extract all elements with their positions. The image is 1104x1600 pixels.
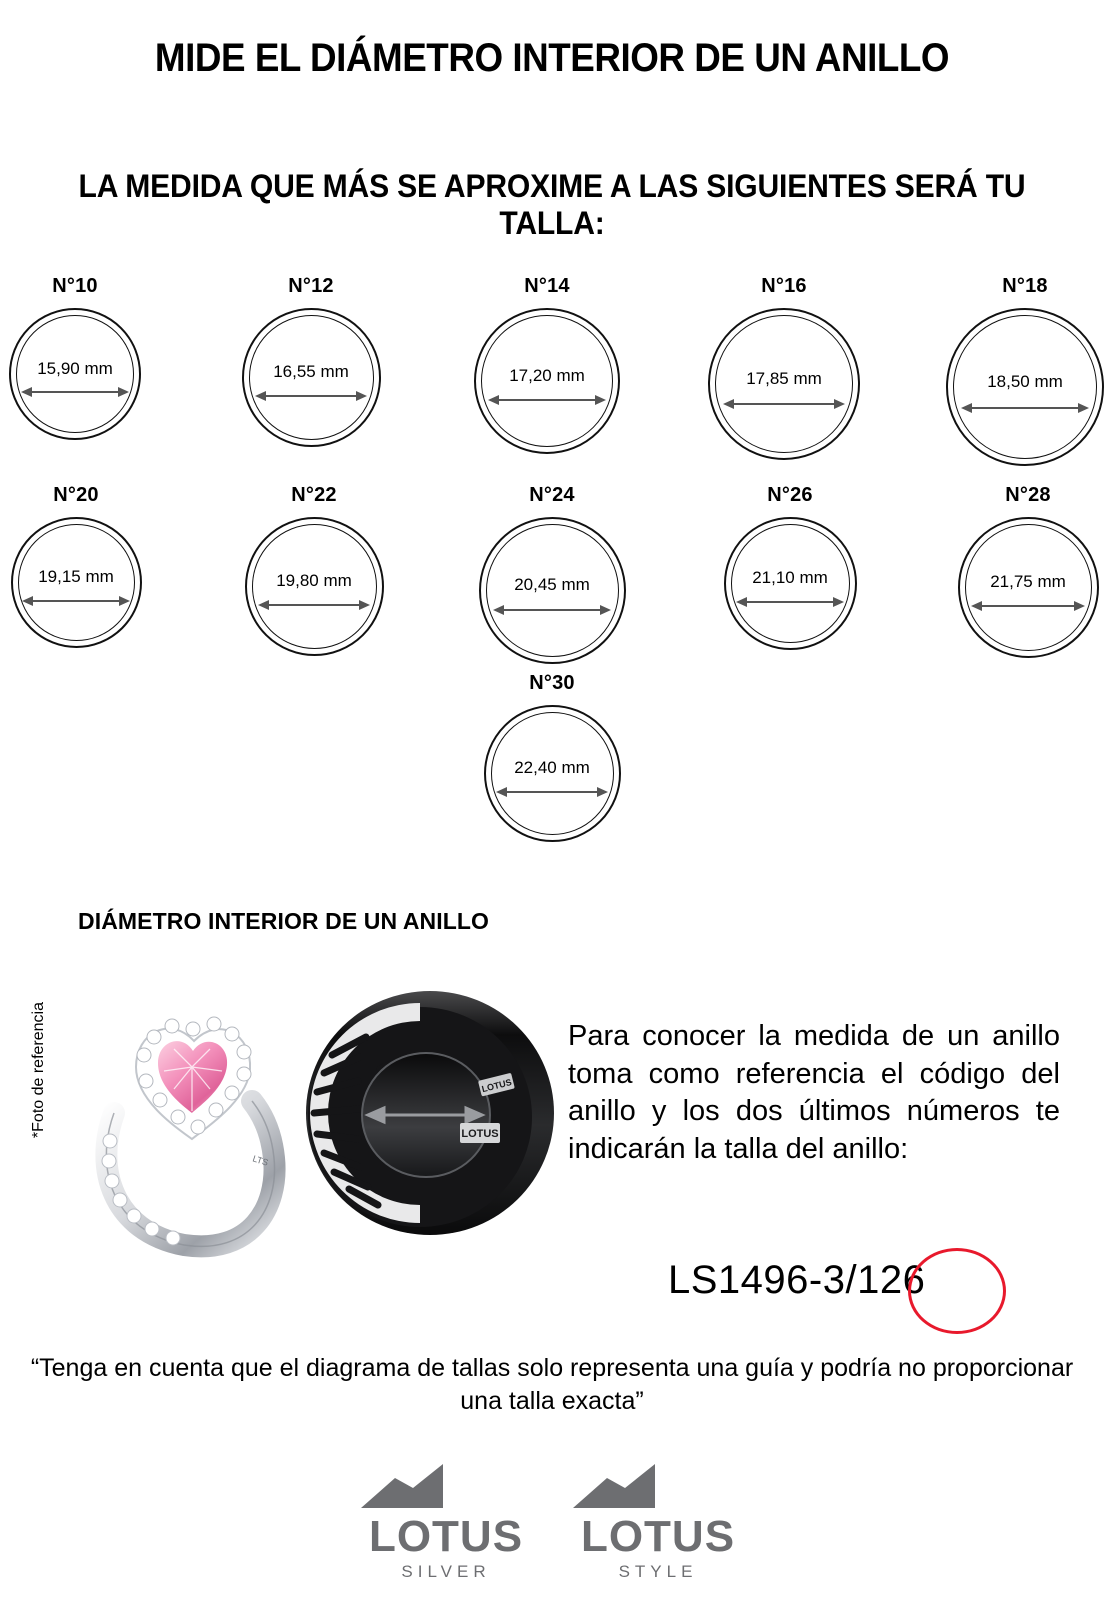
band-ring-photo	[302, 985, 562, 1253]
ring-circle	[946, 308, 1104, 466]
size-cell-n22	[238, 484, 390, 656]
size-cell-n20	[0, 484, 152, 648]
ring-circle	[474, 308, 620, 454]
size-cell-n16	[708, 275, 860, 460]
diameter-value: 16,55 mm	[271, 363, 351, 392]
logo-subtitle: STYLE	[618, 1562, 698, 1581]
size-cell-n12	[236, 275, 386, 447]
logo-lotus-style	[563, 1462, 753, 1582]
logo-subtitle: SILVER	[401, 1562, 491, 1581]
svg-text:LTS: LTS	[251, 1153, 270, 1168]
size-cell-n30	[472, 672, 632, 842]
reference-photo-note-text: *Foto de referencia	[30, 1002, 47, 1139]
size-label: N°26	[767, 484, 813, 506]
diameter-arrow-icon	[723, 398, 845, 410]
diameter-value: 21,10 mm	[750, 569, 830, 598]
size-row-3	[0, 672, 1104, 842]
page-title: MIDE EL DIÁMETRO INTERIOR DE UN ANILLO	[154, 36, 950, 80]
diameter-arrow-icon	[493, 604, 611, 616]
ring-circle	[479, 517, 626, 664]
diameter-value: 18,50 mm	[985, 373, 1065, 402]
diameter-arrow-icon	[961, 402, 1089, 414]
code-highlight-circle	[908, 1248, 1006, 1334]
ring-size-grid	[0, 275, 1104, 842]
size-label: N°16	[761, 275, 807, 297]
size-label: N°14	[524, 275, 570, 297]
lotus-mark-icon	[351, 1462, 541, 1508]
size-cell-n28	[952, 484, 1104, 658]
diameter-value: 19,15 mm	[36, 568, 116, 597]
page-subtitle: LA MEDIDA QUE MÁS SE APROXIME A LAS SIGUIENTES SERÁ TU TALLA:	[78, 168, 1026, 241]
diameter-value: 15,90 mm	[35, 360, 115, 389]
diameter-value: 20,45 mm	[512, 576, 592, 605]
band-brand-label: LOTUS	[461, 1128, 499, 1140]
size-cell-n26	[714, 484, 866, 650]
ring-circle	[11, 517, 142, 648]
reference-photos	[52, 985, 552, 1260]
brand-logos	[0, 1462, 1104, 1582]
ring-code-example: LS1496-3/126	[668, 1258, 926, 1302]
size-label: N°28	[1005, 484, 1051, 506]
gemstone-ring-photo	[74, 993, 304, 1261]
size-cell-n10	[0, 275, 150, 440]
diameter-value: 21,75 mm	[988, 573, 1068, 602]
svg-text:LOTUS: LOTUS	[480, 1077, 513, 1095]
diameter-value: 19,80 mm	[274, 572, 354, 601]
size-cell-n24	[476, 484, 628, 664]
logo-word: LOTUS	[580, 1512, 736, 1561]
diameter-value: 17,20 mm	[507, 367, 587, 396]
lotus-mark-icon	[563, 1462, 753, 1508]
size-label: N°10	[52, 275, 98, 297]
ring-circle	[724, 517, 857, 650]
logo-lotus-silver	[351, 1462, 541, 1582]
instruction-paragraph: Para conocer la medida de un anillo toma como referencia el código del anillo y los dos últimos números te indicarán la talla del anillo:	[568, 1020, 1060, 1166]
diagram-caption: DIÁMETRO INTERIOR DE UN ANILLO	[78, 908, 490, 934]
ring-circle	[708, 308, 860, 460]
diameter-value: 22,40 mm	[512, 759, 592, 788]
size-cell-n18	[946, 275, 1104, 466]
size-label: N°12	[288, 275, 334, 297]
ring-circle	[958, 517, 1099, 658]
reference-photo-note	[8, 750, 47, 1139]
diameter-arrow-icon	[488, 394, 606, 406]
size-label: N°24	[529, 484, 575, 506]
logo-word: LOTUS	[368, 1512, 524, 1561]
disclaimer-text: “Tenga en cuenta que el diagrama de tallas solo representa una guía y podría no proporcionar una talla exacta”	[30, 1354, 1074, 1415]
size-row-2	[0, 484, 1104, 664]
size-label: N°22	[291, 484, 337, 506]
size-cell-n14	[472, 275, 622, 454]
ring-circle	[242, 308, 381, 447]
size-label: N°30	[529, 672, 575, 694]
ring-circle	[484, 705, 621, 842]
size-label: N°20	[53, 484, 99, 506]
ring-circle	[9, 308, 141, 440]
diameter-value: 17,85 mm	[744, 370, 824, 399]
size-label: N°18	[1002, 275, 1048, 297]
ring-circle	[245, 517, 384, 656]
size-row-1	[0, 275, 1104, 466]
